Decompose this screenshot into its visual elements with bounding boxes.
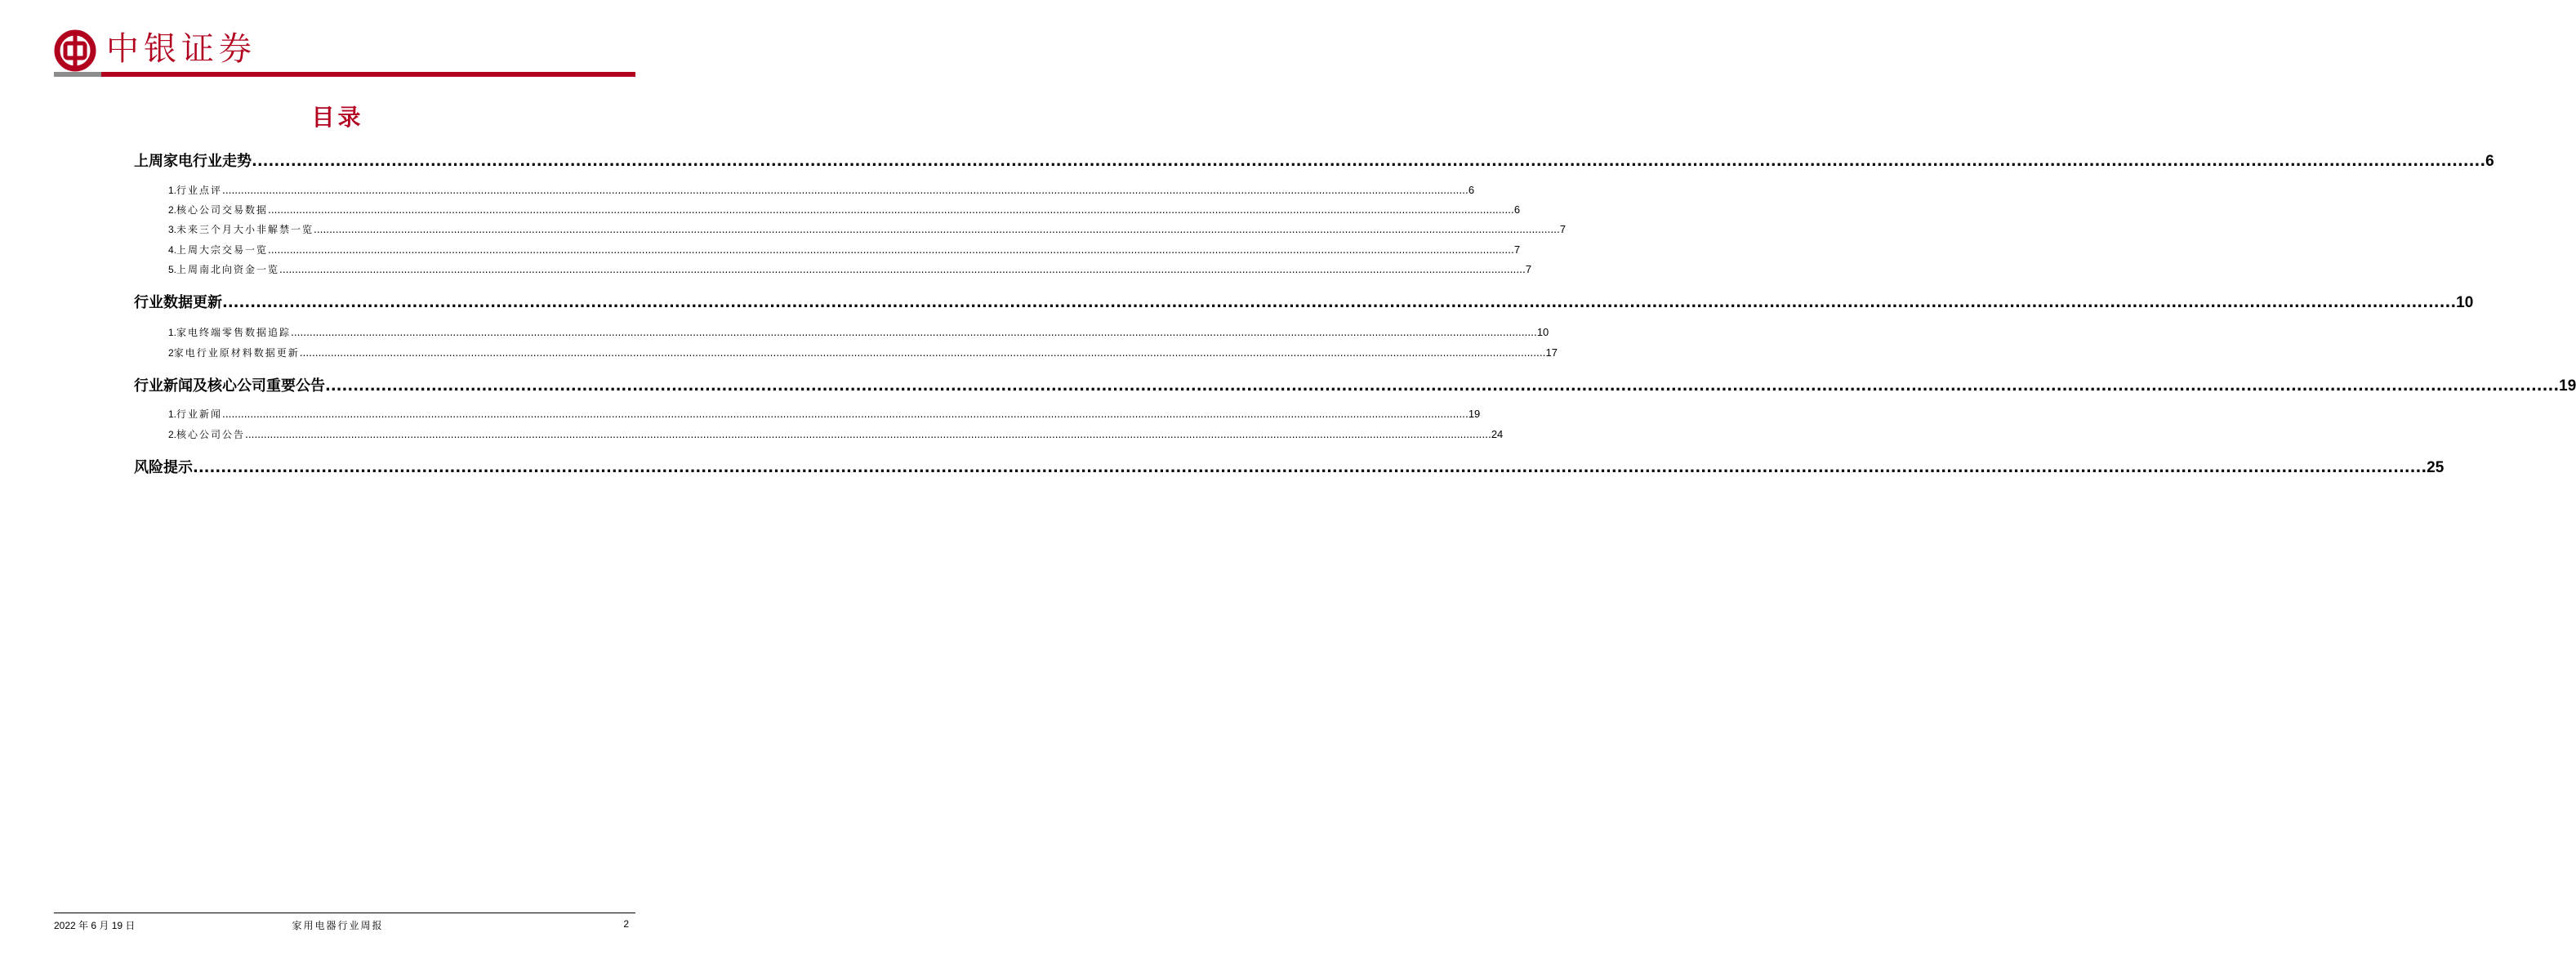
toc-leader-dots: ................................................................................................................................................................................................................................................................................................................................................................................................................ bbox=[299, 347, 1546, 359]
bank-of-china-logo-icon bbox=[54, 29, 96, 72]
toc-index: 4. bbox=[168, 244, 177, 256]
toc-index: 2. bbox=[168, 204, 177, 216]
toc-label: 上周南北向资金一览 bbox=[176, 264, 280, 275]
toc-label: 核心公司交易数据 bbox=[176, 204, 269, 216]
toc-leader-dots: ................................................................................................................................................................................................................................................................................................................................................................................................................ bbox=[325, 377, 2560, 395]
toc-label: 核心公司公告 bbox=[176, 429, 246, 440]
toc-index: 2. bbox=[168, 429, 177, 440]
toc-page-number: 6 bbox=[1468, 184, 1475, 196]
toc-label: 上周大宗交易一览 bbox=[176, 244, 269, 256]
toc-label: 行业数据更新 bbox=[134, 294, 222, 311]
header-rule-gray bbox=[54, 72, 101, 77]
toc-page-number: 17 bbox=[1545, 346, 1558, 359]
toc-page-number: 10 bbox=[2456, 294, 2474, 311]
toc-label: 行业新闻及核心公司重要公告 bbox=[134, 377, 325, 395]
toc-leader-dots: ................................................................................................................................................................................................................................................................................................................................................................................................................ bbox=[245, 429, 1491, 440]
toc-section[interactable] bbox=[134, 374, 2576, 395]
toc-index: 5. bbox=[168, 264, 177, 275]
page-header bbox=[54, 25, 635, 78]
header-rule-red bbox=[101, 72, 635, 77]
toc-subsection[interactable] bbox=[168, 325, 1549, 340]
toc-page-number: 19 bbox=[2559, 377, 2576, 395]
footer-report-title: 家用电器行业周报 bbox=[292, 920, 384, 931]
toc-leader-dots: ................................................................................................................................................................................................................................................................................................................................................................................................................ bbox=[268, 244, 1514, 256]
footer-page-number: 2 bbox=[623, 918, 629, 930]
toc-subsection[interactable] bbox=[168, 427, 1504, 442]
toc-leader-dots: ................................................................................................................................................................................................................................................................................................................................................................................................................ bbox=[222, 408, 1468, 420]
toc-section[interactable] bbox=[134, 149, 2494, 171]
toc-section[interactable] bbox=[134, 291, 2474, 312]
toc-page-number: 7 bbox=[1525, 263, 1532, 275]
toc-leader-dots: ................................................................................................................................................................................................................................................................................................................................................................................................................ bbox=[222, 185, 1468, 196]
toc-label: 行业点评 bbox=[176, 185, 223, 196]
toc-label: 家电行业原材料数据更新 bbox=[173, 347, 300, 359]
toc-index: 2 bbox=[168, 347, 174, 359]
toc-leader-dots: ................................................................................................................................................................................................................................................................................................................................................................................................................ bbox=[291, 327, 1537, 338]
toc-page-number: 10 bbox=[1536, 326, 1549, 338]
toc-label: 风险提示 bbox=[134, 459, 193, 476]
toc-page-number: 7 bbox=[1513, 243, 1521, 256]
toc-subsection[interactable] bbox=[168, 183, 1475, 198]
toc-page-number: 24 bbox=[1491, 428, 1504, 440]
toc-leader-dots: ................................................................................................................................................................................................................................................................................................................................................................................................................ bbox=[222, 294, 2457, 311]
toc-page-number: 19 bbox=[1468, 408, 1481, 420]
toc-index: 3. bbox=[168, 224, 177, 235]
toc-page-number: 7 bbox=[1559, 223, 1567, 235]
toc-subsection[interactable] bbox=[168, 262, 1532, 277]
brand-name: 中银证券 bbox=[106, 30, 256, 68]
toc-leader-dots: ................................................................................................................................................................................................................................................................................................................................................................................................................ bbox=[279, 264, 1526, 275]
toc-subsection[interactable] bbox=[168, 203, 1521, 217]
toc-subsection[interactable] bbox=[168, 407, 1481, 422]
toc-label: 未来三个月大小非解禁一览 bbox=[176, 224, 314, 235]
toc-page-number: 6 bbox=[2485, 153, 2494, 170]
toc-leader-dots: ................................................................................................................................................................................................................................................................................................................................................................................................................ bbox=[314, 224, 1560, 235]
toc-index: 1. bbox=[168, 408, 177, 420]
toc-subsection[interactable] bbox=[168, 346, 1558, 360]
toc-leader-dots: ................................................................................................................................................................................................................................................................................................................................................................................................................ bbox=[268, 204, 1514, 216]
toc-index: 1. bbox=[168, 185, 177, 196]
toc-leader-dots: ................................................................................................................................................................................................................................................................................................................................................................................................................ bbox=[252, 153, 2486, 170]
toc-title: 目录 bbox=[311, 104, 364, 131]
toc-leader-dots: ................................................................................................................................................................................................................................................................................................................................................................................................................ bbox=[193, 459, 2427, 476]
toc-page-number: 25 bbox=[2427, 459, 2445, 476]
toc-page-number: 6 bbox=[1513, 203, 1521, 216]
toc-label: 上周家电行业走势 bbox=[134, 153, 252, 170]
toc-label: 家电终端零售数据追踪 bbox=[176, 327, 292, 338]
footer-date: 2022 年 6 月 19 日 bbox=[54, 920, 136, 931]
toc-label: 行业新闻 bbox=[176, 408, 223, 420]
toc-section[interactable] bbox=[134, 456, 2445, 477]
toc-subsection[interactable] bbox=[168, 222, 1567, 237]
toc-subsection[interactable] bbox=[168, 243, 1521, 257]
toc-index: 1. bbox=[168, 327, 177, 338]
